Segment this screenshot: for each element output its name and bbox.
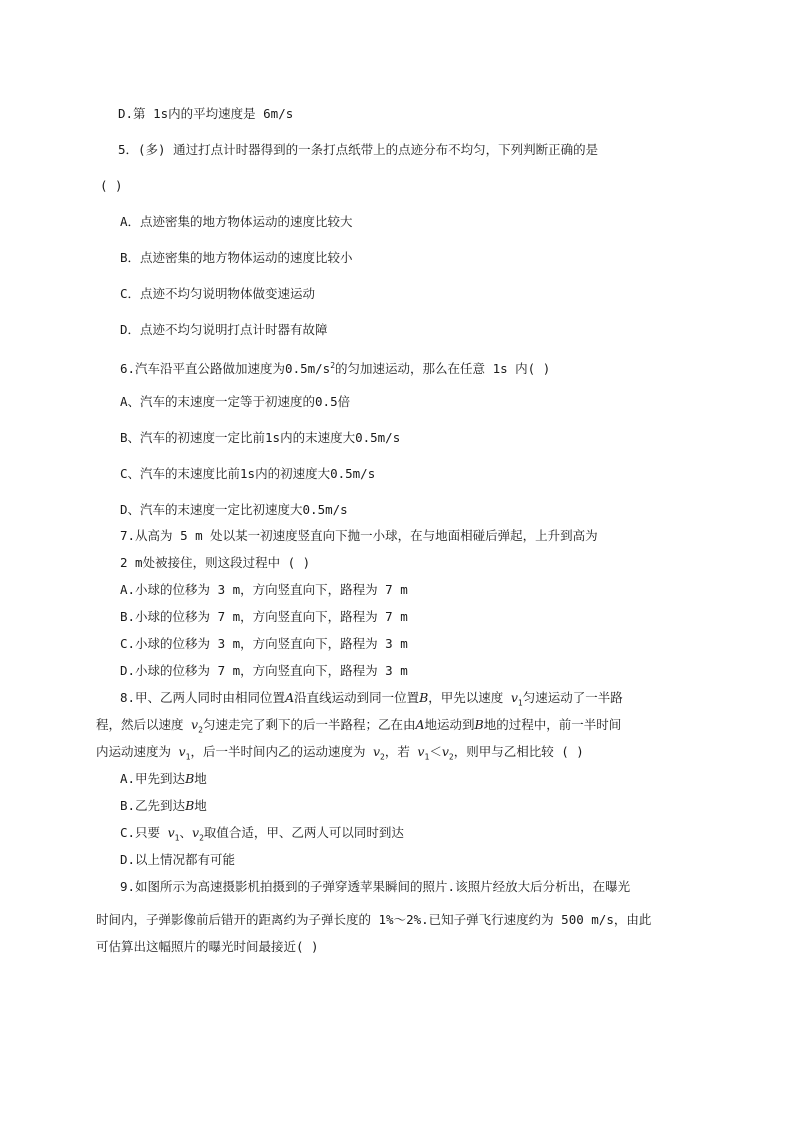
- q6-option-c: C、汽车的末速度比前1s内的初速度大0.5m/s: [120, 466, 376, 481]
- q8-var-b: B: [185, 771, 195, 786]
- q8-sub-1: 1: [174, 833, 180, 843]
- q8-sub-2: 2: [198, 725, 203, 735]
- q8-option-a-suffix: 地: [194, 771, 207, 786]
- q8-sub-2: 2: [199, 833, 204, 843]
- q7-option-d: D.小球的位移为 7 m，方向竖直向下，路程为 3 m: [120, 663, 408, 678]
- q5-option-c: C．点迹不均匀说明物体做变速运动: [120, 286, 316, 301]
- q8-text: 匀速走完了剩下的后一半路程；乙在由: [202, 717, 416, 732]
- q6-stem-text-b: 的匀加速运动，那么在任意 1s 内( ): [335, 361, 551, 377]
- q6-stem-superscript: 2: [330, 361, 336, 370]
- q7-option-c: C.小球的位移为 3 m，方向竖直向下，路程为 3 m: [120, 636, 408, 651]
- q8-var-b: B: [185, 798, 195, 813]
- q8-text: 地运动到: [424, 717, 475, 732]
- q7-stem-line1: 7.从高为 5 m 处以某一初速度竖直向下抛一小球，在与地面相碰后弹起，上升到高为: [120, 528, 598, 543]
- q8-var-v: v: [441, 744, 449, 759]
- q8-sub-1: 1: [517, 698, 523, 708]
- q6-option-a: A、汽车的末速度一定等于初速度的0.5倍: [120, 394, 351, 409]
- q8-option-b-text: B.乙先到达: [120, 798, 186, 813]
- q6-option-d: D、汽车的末速度一定比初速度大0.5m/s: [120, 502, 348, 517]
- q8-text: 内运动速度为: [96, 744, 172, 759]
- q6-stem: [120, 358, 550, 377]
- q9-stem-line2: 时间内，子弹影像前后错开的距离约为子弹长度的 1%～2%.已知子弹飞行速度约为 500 m/s，由此: [96, 912, 652, 927]
- q8-option-c-sep: 、: [179, 825, 192, 840]
- q8-option-d: D.以上情况都有可能: [120, 852, 236, 867]
- q8-text: 匀速运动了一半路: [522, 690, 623, 705]
- q5-option-d: D．点迹不均匀说明打点计时器有故障: [120, 322, 328, 337]
- q8-var-b: B: [474, 717, 484, 732]
- q8-var-a: A: [415, 717, 425, 732]
- q5-option-a: A．点迹密集的地方物体运动的速度比较大: [120, 214, 353, 229]
- q8-text: ，若: [384, 744, 410, 759]
- q8-option-b: [120, 798, 207, 814]
- q8-text: ，后一半时间内乙的运动速度为: [190, 744, 366, 759]
- q8-var-v: v: [191, 717, 199, 732]
- q8-stem-line2: [96, 717, 621, 739]
- q8-var-v: v: [372, 744, 381, 759]
- q8-var-a: A: [285, 690, 295, 705]
- q7-option-b: B.小球的位移为 7 m，方向竖直向下，路程为 7 m: [120, 609, 408, 624]
- q9-stem-line3: 可估算出这幅照片的曝光时间最接近( ): [96, 939, 319, 954]
- q4-option-d: D.第 1s内的平均速度是 6m/s: [118, 106, 294, 121]
- q8-text: 沿直线运动到同一位置: [294, 690, 420, 705]
- q8-text: ，甲先以速度: [428, 690, 504, 705]
- q7-option-a: A.小球的位移为 3 m，方向竖直向下，路程为 7 m: [120, 582, 408, 597]
- q8-var-v: v: [192, 825, 200, 840]
- q8-option-a-text: A.甲先到达: [120, 771, 186, 786]
- q8-less-than: ＜: [429, 744, 442, 759]
- q8-var-v: v: [167, 825, 175, 840]
- q8-sub-1: 1: [424, 752, 430, 762]
- q9-stem-line1: 9.如图所示为高速摄影机拍摄到的子弹穿透苹果瞬间的照片.该照片经放大后分析出，在曝光: [120, 879, 631, 894]
- q5-option-b: B．点迹密集的地方物体运动的速度比较小: [120, 250, 353, 265]
- q8-sub-1: 1: [185, 752, 191, 762]
- q8-var-v: v: [178, 744, 186, 759]
- q8-var-b: B: [419, 690, 429, 705]
- q8-var-v: v: [417, 744, 425, 759]
- q8-sub-2: 2: [380, 752, 385, 762]
- q8-sub-2: 2: [448, 752, 454, 762]
- q8-option-c-text: C.只要: [120, 825, 161, 840]
- q6-stem-text-a: 6.汽车沿平直公路做加速度为0.5m/s: [120, 361, 331, 377]
- q5-stem: 5．(多) 通过打点计时器得到的一条打点纸带上的点迹分布不均匀，下列判断正确的是: [118, 142, 599, 157]
- q8-option-a: [120, 771, 207, 787]
- q8-option-b-suffix: 地: [194, 798, 207, 813]
- q6-option-b: B、汽车的初速度一定比前1s内的末速度大0.5m/s: [120, 430, 401, 445]
- q8-text: 8.甲、乙两人同时由相同位置: [120, 690, 286, 705]
- q8-option-c-rest: 取值合适，甲、乙两人可以同时到达: [203, 825, 404, 840]
- q8-var-v: v: [510, 690, 518, 705]
- q8-text: ，则甲与乙相比较 ( ): [453, 744, 584, 759]
- q8-option-c: [120, 825, 404, 847]
- q8-text: 程，然后以速度: [96, 717, 184, 732]
- q5-answer-paren: ( ): [100, 178, 123, 193]
- q8-stem-line1: [120, 690, 623, 712]
- q8-stem-line3: [96, 744, 584, 766]
- q8-text: 地的过程中，前一半时间: [483, 717, 622, 732]
- q7-stem-line2: 2 m处被接住，则这段过程中 ( ): [120, 555, 311, 570]
